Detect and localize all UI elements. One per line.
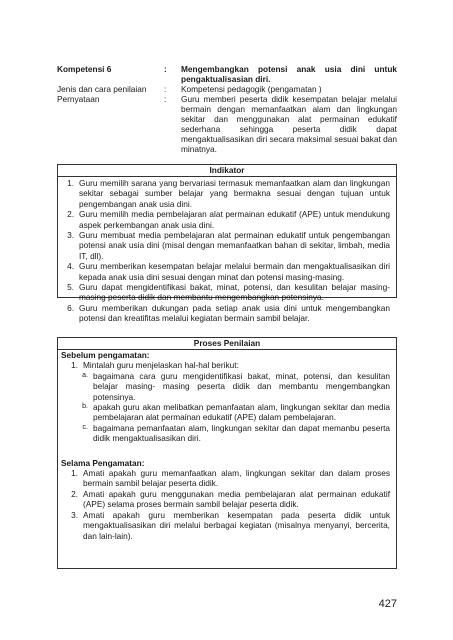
item-number: 2. (67, 209, 74, 220)
jenis-label: Jenis dan cara penilaian (57, 84, 147, 94)
proses-box (57, 337, 397, 569)
item-number: 3. (71, 509, 78, 520)
sub-list (58, 371, 396, 444)
jenis-value: Kompetensi pedagogik (pengamatan ) (181, 84, 322, 94)
item-number: 1. (67, 178, 74, 188)
spacer (58, 444, 396, 458)
jenis-row (57, 84, 397, 94)
colon: : (164, 94, 167, 104)
sub-text: bagaimana pemanfaatan alam, lingkungan sekitar dan dapat memanbu peserta didik mengaktualisasikan diri. (93, 422, 390, 444)
kompetensi-value: Mengembangkan potensi anak usia dini untuk pengaktualisasian diri. (181, 64, 397, 84)
item-text: Amati apakah guru memanfaatkan alam, lingkungan sekitar dan dalam proses bermain sambil belajar peserta didik. (83, 468, 390, 489)
colon: : (164, 64, 167, 74)
pernyataan-row (57, 94, 397, 154)
sub-letter: b. (82, 403, 88, 411)
sub-letter: a. (82, 371, 88, 379)
pernyataan-label: Pernyataan (57, 94, 100, 104)
selama-item (58, 510, 396, 541)
item-number: 1. (71, 360, 78, 371)
kompetensi-row (57, 64, 397, 84)
sub-item (58, 402, 396, 423)
item-text: Guru memberikan dukungan pada setiap anak usia dini untuk mengembangkan potensi dan kreatifitas melalui kegiatan bermain sambil belajar. (79, 302, 390, 324)
colon: : (164, 84, 167, 94)
item-number: 2. (71, 488, 78, 499)
sub-text: apakah guru akan melibatkan pemanfaatan alam, lingkungan sekitar dan media pembelajaran alat permainan edukatif (APE) dalam pembelajaran. (93, 402, 390, 423)
sub-item (58, 423, 396, 444)
kompetensi-label: Kompetensi 6 (57, 64, 112, 74)
indikator-list (58, 178, 396, 324)
proses-title: Proses Penilaian (58, 338, 396, 350)
competency-header (57, 64, 397, 154)
indikator-item (58, 178, 396, 209)
indikator-title: Indikator (58, 165, 396, 177)
sub-item (58, 371, 396, 402)
pernyataan-value: Guru memberi peserta didik kesempatan belajar melalui bermain dengan memanfaatkan alam dan lingkungan sekitar dan menggunakan alat permainan edukatif sederhana sehingga peserta didik dapat mengaktualisasikan diri secara maksimal sesuai bakat dan minatnya. (181, 94, 397, 154)
indikator-item (58, 230, 396, 261)
item-text: Amati apakah guru memberikan kesempatan pada peserta didik untuk mengaktualisasikan diri melalui berbagai kegiatan (misalnya menyanyi, bercerita, dan lain-lain). (83, 509, 390, 541)
item-text: Guru memilih sarana yang bervariasi termasuk memanfaatkan alam dan lingkungan sekitar sebagai sumber belajar yang bermakna sesuai dengan tujuan untuk pengembangan anak usia dini. (79, 178, 390, 209)
item-text: Guru dapat mengidentifikasi bakat, minat, potensi, dan kesulitan belajar masing- masing peserta didik dan membantu mengembangkan potensinya. (79, 282, 390, 303)
selama-item (58, 489, 396, 510)
item-number: 4. (67, 261, 74, 272)
indikator-item (58, 209, 396, 230)
selama-title: Selama Pengamatan: (61, 457, 145, 468)
item-text: Guru membuat media pembelajaran alat permainan edukatif untuk pengembangan potensi anak usia dini (misal dengan memanfaatkan bahan di sekitar, limbah, media IT, dll). (79, 230, 390, 261)
selama-item (58, 468, 396, 489)
item-number: 6. (67, 302, 74, 313)
sebelum-title: Sebelum pengamatan: (61, 350, 150, 360)
item-number: 3. (67, 230, 74, 241)
sebelum-list (58, 360, 396, 443)
indikator-item (58, 261, 396, 282)
item-text: Amati apakah guru menggunakan media pembelajaran alat permainan edukatif (APE) selama proses bermain sambil belajar peserta didik. (83, 488, 390, 510)
selama-list (58, 468, 396, 541)
item-text: Guru memilih media pembelajaran alat permainan edukatif (APE) untuk mendukung aspek perkembangan anak usia dini. (79, 209, 390, 230)
sub-letter: c. (82, 423, 88, 431)
item-number: 1. (71, 468, 78, 479)
sub-text: bagaimana cara guru mengidentifikasi bakat, minat, potensi, dan kesulitan belajar masing- masing peserta didik dan membantu mengembangkan potensinya. (93, 370, 390, 402)
item-text: Guru memberikan kesempatan belajar melalui bermain dan mengaktualisasikan diri kepada anak usia dini sesuai dengan minat dan potensi masing-masing. (79, 261, 390, 282)
page-number: 427 (378, 598, 397, 610)
indikator-box (57, 164, 397, 324)
sebelum-item (58, 360, 396, 370)
item-text: Mintalah guru menjelaskan hal-hal berikut: (83, 360, 239, 371)
indikator-item (58, 282, 396, 303)
indikator-item (58, 303, 396, 324)
item-number: 5. (67, 282, 74, 293)
